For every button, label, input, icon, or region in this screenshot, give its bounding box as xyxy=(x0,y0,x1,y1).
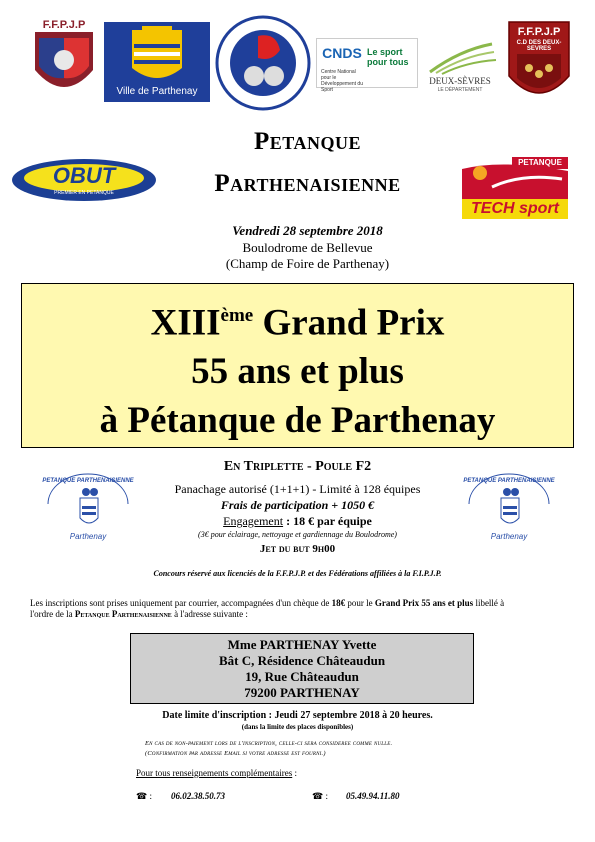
inscriptions-amount: 18€ xyxy=(331,598,346,608)
inscriptions-text-c: libellé à xyxy=(473,598,505,608)
inscriptions-text-a: Les inscriptions sont prises uniquement par courrier, accompagnées d'un chèque de xyxy=(30,598,332,608)
banner-line3: à Pétanque de Parthenay xyxy=(99,400,496,442)
warning-confirmation: (Confirmation par adresse Email si votre adresse est fourni.) xyxy=(145,750,326,757)
banner-line1-prefix: XIII xyxy=(150,302,221,344)
deadline-note: (dans la limite des places disponibles) xyxy=(241,723,354,731)
deux-sevres-logo xyxy=(420,40,500,98)
club-logo-left-ring: PETANQUE PARTHENAISIENNE xyxy=(42,478,134,484)
address-box xyxy=(130,633,474,704)
cnds-subtitle: Centre National pour le Développement du Sport xyxy=(321,69,363,93)
banner-line2: 55 ans et plus xyxy=(191,351,404,393)
club-title-line1: Petanque xyxy=(254,128,361,155)
grand-prix-banner xyxy=(21,283,574,448)
inscriptions-gp: Grand Prix 55 ans et plus xyxy=(374,598,474,608)
renseignements-colon: : xyxy=(292,768,297,778)
renseignements-line xyxy=(136,768,297,778)
inscriptions-text xyxy=(30,598,570,620)
deux-sevres-sub: LE DÉPARTEMENT xyxy=(437,87,483,93)
club-logo-right xyxy=(461,468,557,548)
phone-2-colon: : xyxy=(323,791,328,801)
concours-note: Concours réservé aux licenciés de la F.F.P.J.P. et des Fédérations affiliées à la F.I.P.J.P. xyxy=(153,569,442,578)
phone-1 xyxy=(136,791,152,802)
panachage-info: Panachage autorisé (1+1+1) - Limité à 128 équipes xyxy=(174,482,421,496)
address-line2: 19, Rue Châteaudun xyxy=(245,669,359,684)
obut-logo xyxy=(10,157,158,203)
banner-line1-sup: ème xyxy=(220,305,254,326)
tech-sport-logo xyxy=(462,157,568,219)
engagement-label: Engagement xyxy=(223,514,284,528)
obut-sub: PREMIER EN PETANQUE xyxy=(54,190,114,196)
engagement-info xyxy=(140,514,455,529)
warning-nonpayment: En cas de non-paiement lors de l'inscription, celle-ci sera consideree comme nulle. xyxy=(145,740,393,747)
ffpjp-left-label: F.F.P.J.P xyxy=(42,19,86,31)
ffpjp-federation-logo xyxy=(214,14,312,112)
club-logo-right-ring: PETANQUE PARTHENAISIENNE xyxy=(463,478,555,484)
banner-line1-suffix: Grand Prix xyxy=(253,302,445,344)
phone-icon: ☎ xyxy=(136,791,148,801)
address-line3: 79200 PARTHENAY xyxy=(244,685,360,700)
inscriptions-line2b: à l'adresse suivante : xyxy=(171,609,248,619)
ffpjp-right-sub: C.D DES DEUX-SEVRES xyxy=(516,40,562,52)
renseignements-label: Pour tous renseignements complémentaires xyxy=(136,768,293,778)
deadline-text: Date limite d'inscription : Jeudi 27 septembre 2018 à 20 heures. xyxy=(162,710,433,721)
phone-2-number: 05.49.94.11.80 xyxy=(346,791,400,801)
event-venue: Boulodrome de Bellevue xyxy=(242,240,373,255)
address-line1: Bât C, Résidence Châteaudun xyxy=(218,653,386,668)
inscriptions-line2a: l'ordre de la xyxy=(30,609,75,619)
deux-sevres-label: DEUX-SÈVRES xyxy=(429,76,491,86)
ville-parthenay-label: Ville de Parthenay xyxy=(116,86,198,97)
obut-label: OBUT xyxy=(52,163,116,188)
jet-du-but: Jet du but 9h00 xyxy=(259,543,336,555)
engagement-note: (3€ pour éclairage, nettoyage et gardiennage du Boulodrome) xyxy=(198,530,397,539)
ffpjp-logo-left xyxy=(29,18,99,104)
cnds-logo xyxy=(316,38,418,93)
inscriptions-club: Petanque Parthenaisienne xyxy=(74,609,172,619)
phone-icon: ☎ xyxy=(312,791,324,801)
ffpjp-cd79-logo xyxy=(505,18,573,106)
ville-parthenay-logo xyxy=(104,22,210,102)
frais-participation: Frais de participation + 1050 € xyxy=(220,498,375,512)
cnds-slogan: Le sport pour tous xyxy=(367,47,409,67)
address-name: Mme PARTHENAY Yvette xyxy=(227,637,377,652)
tech-sport-label: TECH sport xyxy=(471,200,559,217)
phone-1-colon: : xyxy=(147,791,152,801)
ffpjp-right-label: F.F.P.J.P xyxy=(517,26,561,38)
competition-format: En Triplette - Poule F2 xyxy=(223,459,372,474)
phone-2 xyxy=(312,791,328,802)
club-title-line2: Parthenaisienne xyxy=(214,170,401,197)
phone-1-number: 06.02.38.50.73 xyxy=(171,791,225,801)
engagement-value: : 18 € par équipe xyxy=(283,514,372,528)
event-date: Vendredi 28 septembre 2018 xyxy=(232,223,383,238)
club-logo-left-sub: Parthenay xyxy=(69,532,107,541)
event-venue-detail: (Champ de Foire de Parthenay) xyxy=(225,256,390,271)
tech-sport-top: PETANQUE xyxy=(518,158,562,167)
inscriptions-text-b: pour le xyxy=(345,598,375,608)
club-logo-left xyxy=(40,468,136,548)
cnds-label: CNDS xyxy=(322,45,362,61)
club-logo-right-sub: Parthenay xyxy=(490,532,528,541)
banner-line1 xyxy=(22,291,573,347)
